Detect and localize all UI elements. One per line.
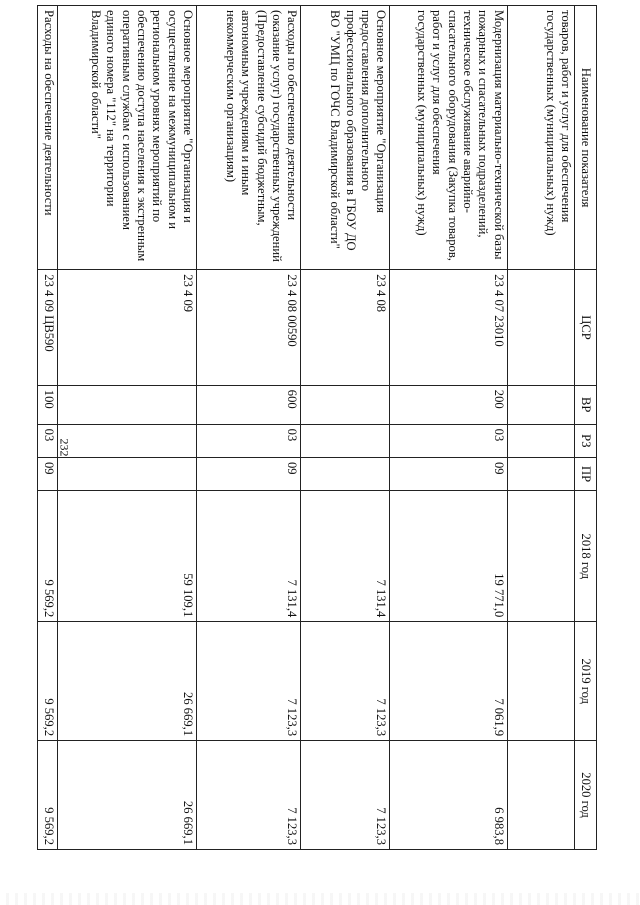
- row-name: Расходы по обеспечению деятельности (оказание услуг) государственных учреждений (Предоставление субсидий бюджетным, автономным учреждениям и иным некоммерческим организациям): [197, 6, 301, 270]
- row-pr: [57, 457, 196, 490]
- row-rz: 03: [38, 424, 58, 457]
- header-2018: 2018 год: [575, 491, 597, 622]
- row-name: Основное мероприятие "Организация предоставления дополнительного профессионального образования в ГБОУ ДО ВО "УМЦ по ГОЧС Владимирской области": [301, 6, 390, 270]
- row-2018: 7 131,4: [197, 491, 301, 622]
- row-pr: [301, 457, 390, 490]
- row-2018: 59 109,1: [57, 491, 196, 622]
- row-vr: 100: [38, 385, 58, 424]
- table-row: [38, 6, 58, 850]
- table-row: [301, 6, 390, 850]
- scan-edge-artifact: [0, 893, 640, 905]
- header-rz: РЗ: [575, 424, 597, 457]
- row-pr: 09: [197, 457, 301, 490]
- row-2019: 7 061,9: [390, 622, 507, 741]
- row-2020: 9 569,2: [38, 741, 58, 850]
- header-name: Наименование показателя: [575, 6, 597, 270]
- row-2020: 26 669,1: [57, 741, 196, 850]
- header-csr: ЦСР: [575, 270, 597, 385]
- row-rz: 03: [197, 424, 301, 457]
- row-pr: 09: [38, 457, 58, 490]
- row-2020: 6 983,8: [390, 741, 507, 850]
- row-2020: [507, 741, 574, 850]
- row-csr: 23 4 08 00590: [197, 270, 301, 385]
- row-csr: 23 4 09 ЦВ590: [38, 270, 58, 385]
- row-csr: 23 4 09: [57, 270, 196, 385]
- header-2020: 2020 год: [575, 741, 597, 850]
- row-2019: 7 123,3: [301, 622, 390, 741]
- row-2018: 19 771,0: [390, 491, 507, 622]
- header-2019: 2019 год: [575, 622, 597, 741]
- row-name: Модернизация материально-технической базы пожарных и спасательных подразделений, техническое обслуживание аварийно-спасательного оборудования (Закупка товаров, работ и услуг для обеспечения государственных (муниципальных) нужд): [390, 6, 507, 270]
- row-pr: [507, 457, 574, 490]
- row-name: товаров, работ и услуг для обеспечения государственных (муниципальных) нужд): [507, 6, 574, 270]
- row-vr: 200: [390, 385, 507, 424]
- row-rz: [57, 424, 196, 457]
- row-csr: 23 4 07 23010: [390, 270, 507, 385]
- rotated-sheet: [37, 5, 597, 850]
- row-vr: [507, 385, 574, 424]
- row-csr: [507, 270, 574, 385]
- row-name: Расходы на обеспечение деятельности: [38, 6, 58, 270]
- row-rz: 03: [390, 424, 507, 457]
- row-2019: 7 123,3: [197, 622, 301, 741]
- row-pr: 09: [390, 457, 507, 490]
- row-2018: [507, 491, 574, 622]
- header-vr: ВР: [575, 385, 597, 424]
- table-row: [57, 6, 196, 850]
- page-number: 232: [57, 438, 72, 457]
- row-2018: 7 131,4: [301, 491, 390, 622]
- row-2020: 7 123,3: [197, 741, 301, 850]
- row-rz: [507, 424, 574, 457]
- row-vr: [301, 385, 390, 424]
- row-name: Основное мероприятие "Организация и осуществление на межмуниципальном и региональном уровнях мероприятий по обеспечению доступа населения к экстренным оперативным службам с использованием единого номера "112" на территории Владимирской области": [57, 6, 196, 270]
- row-rz: [301, 424, 390, 457]
- row-vr: [57, 385, 196, 424]
- row-2019: 9 569,2: [38, 622, 58, 741]
- row-csr: 23 4 08: [301, 270, 390, 385]
- table-row: [507, 6, 574, 850]
- table-row: [390, 6, 507, 850]
- table-header-row: [575, 6, 597, 850]
- header-pr: ПР: [575, 457, 597, 490]
- row-2019: [507, 622, 574, 741]
- row-2019: 26 669,1: [57, 622, 196, 741]
- row-2018: 9 569,2: [38, 491, 58, 622]
- budget-table: [37, 5, 597, 850]
- row-vr: 600: [197, 385, 301, 424]
- table-row: [197, 6, 301, 850]
- row-2020: 7 123,3: [301, 741, 390, 850]
